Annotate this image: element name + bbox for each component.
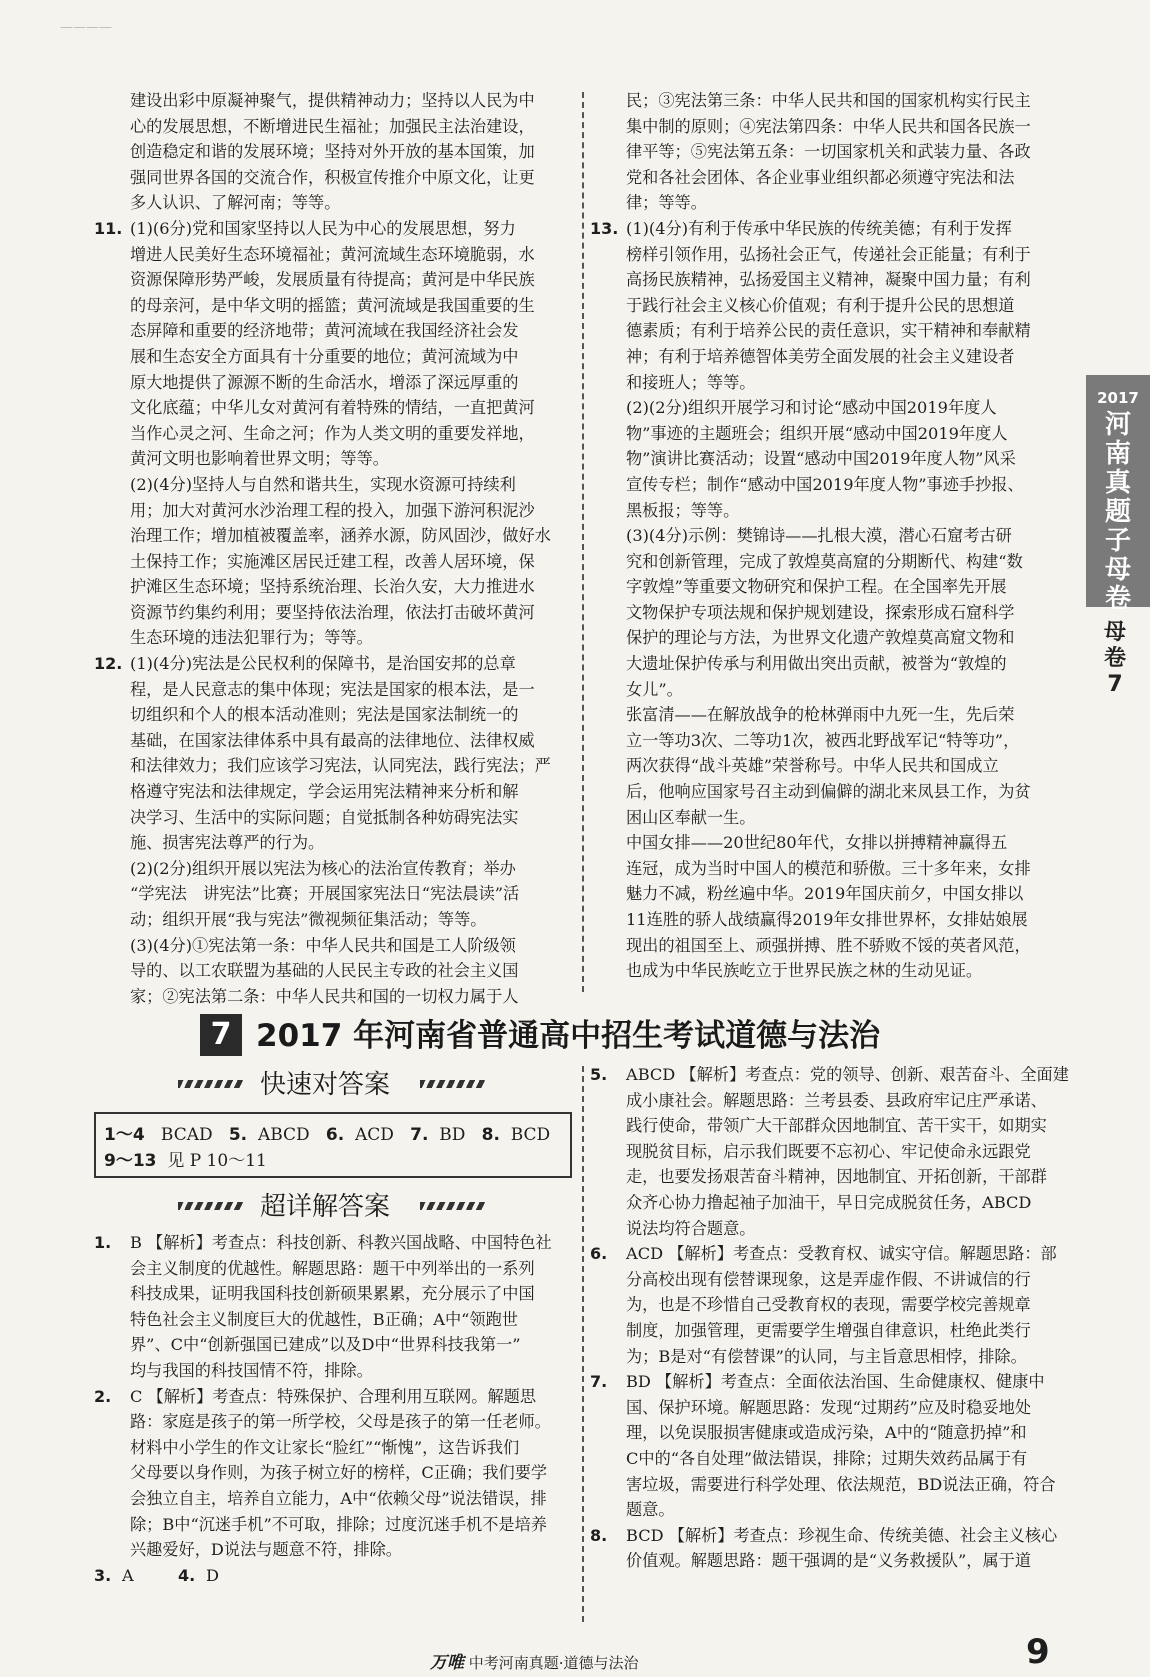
right-column-top [590, 88, 1072, 984]
questions-3-4 [94, 1563, 576, 1589]
text-line: 路：家庭是孩子的第一所学校，父母是孩子的第一任老师。 [130, 1412, 551, 1432]
page-number: 9 [1026, 1632, 1050, 1672]
answer-value: D [206, 1565, 219, 1585]
text-line: 多人认识、了解河南；等等。 [130, 193, 341, 213]
text-line: 均与我国的科技国情不符，排除。 [130, 1360, 373, 1380]
text-line: 资源保障形势严峻，发展质量有待提高；黄河是中华民族 [130, 270, 535, 290]
section-header [200, 1014, 980, 1058]
text-line: BD 【解析】考查点：全面依法治国、生命健康权、健康中 [626, 1372, 1045, 1392]
text-line: 保护的理论与方法，为世界文化遗产敦煌莫高窟文物和 [626, 628, 1015, 648]
answer-row [104, 1120, 550, 1145]
text-line: 困山区奉献一生。 [626, 807, 756, 827]
page-footer [430, 1648, 639, 1673]
answer-range: 9～13 [104, 1151, 157, 1171]
text-line: 民；③宪法第三条：中华人民共和国的国家机构实行民主 [626, 91, 1031, 110]
text-line: 施、损害宪法尊严的行为。 [130, 833, 325, 853]
text-line: 会主义制度的优越性。解题思路：题干中列举出的一系列 [130, 1258, 535, 1278]
side-tab-title: 河南真题子母卷 [1104, 410, 1131, 614]
text-line: 榜样引领作用，弘扬社会正气，传递社会正能量；有利于 [626, 244, 1031, 264]
text-line: 分高校出现有偿替课现象，这是弄虚作假、不讲诚信的行 [626, 1269, 1031, 1289]
text-line: 父母要以身作则，为孩子树立好的榜样，C正确；我们要学 [130, 1463, 548, 1483]
answer-range: 6. [325, 1125, 345, 1145]
question-number: 11. [94, 218, 123, 238]
footer-text: 中考河南真题·道德与法治 [468, 1654, 639, 1672]
question-number: 2. [94, 1386, 112, 1406]
text-line: 走，也要发扬艰苦奋斗精神，因地制宜、开拓创新，干部群 [626, 1167, 1047, 1187]
text-line: 众齐心协力撸起袖子加油干，早日完成脱贫任务，ABCD [626, 1192, 1032, 1212]
text-line: 科技成果，证明我国科技创新硕果累累，充分展示了中国 [130, 1284, 535, 1304]
text-line: 建设出彩中原凝神聚气，提供精神动力；坚持以人民为中 [130, 91, 535, 110]
text-line: 切组织和个人的根本活动准则；宪法是国家法制统一的 [130, 705, 519, 725]
text-line: 黑板报；等等。 [626, 500, 740, 520]
question-number: 7. [590, 1372, 608, 1392]
text-line: 宣传专栏；制作“感动中国2019年度人物”事迹手抄报、 [626, 474, 1024, 494]
text-line: 为；B是对“有偿替课”的认同，与主旨意思相悖，排除。 [626, 1346, 1027, 1366]
text-line: 德素质；有利于培养公民的责任意识，实干精神和奉献精 [626, 321, 1031, 341]
text-line: 强同世界各国的交流合作，积极宣传推介中原文化，让更 [130, 167, 535, 187]
heading-decoration [420, 1202, 486, 1210]
text-line: 和接班人；等等。 [626, 372, 756, 392]
text-line: 高扬民族精神，弘扬爱国主义精神，凝聚中国力量；有利 [626, 270, 1031, 290]
text-line: 的母亲河，是中华文明的摇篮；黄河流域是我国重要的生 [130, 295, 535, 315]
answer-range: 1～4 [104, 1125, 145, 1145]
text-line: 导的、以工农联盟为基础的人民民主专政的社会主义国 [130, 961, 519, 981]
answer-value: ABCD [257, 1125, 310, 1145]
text-line: ACD 【解析】考查点：受教育权、诚实守信。解题思路：部 [626, 1244, 1057, 1264]
text-line: 生态环境的违法犯罪行为；等等。 [130, 628, 373, 648]
text-line: 会独立自主，培养自立能力，A中“依赖父母”说法错误，排 [130, 1488, 547, 1508]
text-line: 究和创新管理，完成了敦煌莫高窟的分期断代、构建“数 [626, 551, 1023, 571]
text-line: 中国女排——20世纪80年代，女排以拼搏精神赢得五 [626, 833, 1008, 853]
answer-value: BCD [510, 1125, 551, 1145]
text-line: BCD 【解析】考查点：珍视生命、传统美德、社会主义核心 [626, 1525, 1058, 1545]
text-line: 践行使命，带领广大干部群众因地制宜、苦干实干，如期实 [626, 1116, 1047, 1136]
text-line: 黄河文明也影响着世界文明；等等。 [130, 449, 389, 469]
text-line: 界”、C中“创新强国已建成”以及D中“世界科技我第一” [130, 1335, 521, 1355]
text-line: 于践行社会主义核心价值观；有利于提升公民的思想道 [626, 295, 1015, 315]
question-number: 8. [590, 1525, 608, 1545]
text-line: 成小康社会。解题思路：兰考县委、县政府牢记庄严承诺、 [626, 1090, 1047, 1110]
text-line: 材料中小学生的作文让家长“脸红”“惭愧”，这告诉我们 [130, 1437, 520, 1457]
text-line: ABCD 【解析】考查点：党的领导、创新、艰苦奋斗、全面建 [626, 1065, 1069, 1084]
column-divider [582, 1066, 584, 1622]
text-line: C中的“各自处理”做法错误，排除；过期失效药品属于有 [626, 1448, 1028, 1468]
text-line: 特色社会主义制度巨大的优越性，B正确；A中“领跑世 [130, 1309, 518, 1329]
text-line: (2)(2分)组织开展以宪法为核心的法治宣传教育；举办 [130, 858, 516, 878]
text-line: 连冠，成为当时中国人的模范和骄傲。三十多年来，女排 [626, 858, 1031, 878]
text-line: 11连胜的骄人战绩赢得2019年女排世界杯，女排姑娘展 [626, 910, 1028, 929]
text-line: 也成为中华民族屹立于世界民族之林的生动见证。 [626, 961, 983, 981]
text-line: 增进人民美好生态环境福祉；黄河流域生态环境脆弱，水 [130, 244, 535, 264]
question-number: 3. [94, 1565, 112, 1585]
text-line: B 【解析】考查点：科技创新、科教兴国战略、中国特色社 [130, 1233, 552, 1252]
question-13 [590, 216, 1072, 984]
answer-value: 见 P 10～11 [167, 1151, 267, 1171]
question-2-explanation [94, 1384, 576, 1563]
column-divider [582, 92, 584, 992]
question-number: 12. [94, 654, 123, 674]
text-line: (2)(2分)组织开展学习和讨论“感动中国2019年度人 [626, 398, 997, 418]
question-8-explanation [590, 1523, 1072, 1574]
quick-answers-heading: 快速对答案 [260, 1070, 391, 1100]
text-line: 决学习、生活中的实际问题；自觉抵制各种妨碍宪法实 [130, 807, 519, 827]
text-line: 程，是人民意志的集中体现；宪法是国家的根本法，是一 [130, 679, 535, 699]
text-line: 党和各社会团体、各企业事业组织都必须遵守宪法和法 [626, 167, 1015, 187]
section-number-badge: 7 [200, 1014, 242, 1056]
text-line: (1)(6分)党和国家坚持以人民为中心的发展思想，努力 [130, 218, 516, 238]
question-5-explanation [590, 1062, 1072, 1241]
text-line: 立一等功3次、二等功1次，被西北野战军记“特等功”， [626, 730, 1020, 750]
answer-value: BD [439, 1125, 466, 1145]
text-line: 创造稳定和谐的发展环境；坚持对外开放的基本国策，加 [130, 142, 535, 162]
text-line: 态屏障和重要的经济地带；黄河流域在我国经济社会发 [130, 321, 519, 341]
answer-range: 7. [410, 1125, 429, 1145]
text-line: 理，以免误服损害健康或造成污染，A中的“随意扔掉”和 [626, 1423, 1027, 1443]
question-number: 4. [178, 1565, 196, 1585]
continued-paragraph [94, 88, 576, 216]
text-line: 国、保护环境。解题思路：发现“过期药”应及时稳妥地处 [626, 1397, 1032, 1417]
text-line: 土保持工作；实施滩区居民迁建工程，改善人居环境，保 [130, 551, 535, 571]
text-line: (3)(4分)①宪法第一条：中华人民共和国是工人阶级领 [130, 935, 516, 955]
text-line: 物”演讲比赛活动；设置“感动中国2019年度人物”风采 [626, 449, 1016, 469]
text-line: C 【解析】考查点：特殊保护、合理利用互联网。解题思 [130, 1386, 537, 1406]
answer-value: A [122, 1565, 134, 1585]
text-line: 大遗址保护传承与利用做出突出贡献，被誉为“敦煌的 [626, 654, 1007, 674]
text-line: 害垃圾，需要进行科学处理、依法规范，BD说法正确，符合 [626, 1474, 1056, 1494]
text-line: 集中制的原则；④宪法第四条：中华人民共和国各民族一 [626, 116, 1031, 136]
text-line: 律；等等。 [626, 193, 707, 213]
question-6-explanation [590, 1241, 1072, 1369]
text-line: (2)(4分)坚持人与自然和谐共生，实现水资源可持续利 [130, 474, 516, 494]
side-tab-year: 2017 [1097, 389, 1139, 407]
text-line: 动；组织开展“我与宪法”微视频征集活动；等等。 [130, 910, 487, 929]
text-line: 价值观。解题思路：题干强调的是“义务救援队”，属于道 [626, 1551, 1032, 1571]
text-line: (1)(4分)宪法是公民权利的保障书，是治国安邦的总章 [130, 654, 516, 674]
text-line: 现脱贫目标，启示我们既要不忘初心、牢记使命永远跟党 [626, 1141, 1031, 1161]
text-line: 展和生态安全方面具有十分重要的地位；黄河流域为中 [130, 346, 519, 366]
detailed-answers-heading: 超详解答案 [260, 1192, 391, 1222]
text-line: 后，他响应国家号召主动到偏僻的湖北来凤县工作，为贫 [626, 782, 1031, 802]
section-title: 2017 年河南省普通高中招生考试道德与法治 [256, 1018, 881, 1054]
question-number: 5. [590, 1065, 608, 1084]
side-tab [1086, 375, 1150, 614]
text-line: 魅力不减，粉丝遍中华。2019年国庆前夕，中国女排以 [626, 884, 1024, 904]
text-line: 题意。 [626, 1500, 675, 1520]
text-line: 为，也是不珍惜自己受教育权的表现，需要学校完善规章 [626, 1295, 1031, 1315]
answer-value: ACD [355, 1125, 394, 1145]
answer-value: BCAD [160, 1125, 213, 1145]
text-line: 兴趣爱好，D说法与题意不符，排除。 [130, 1540, 402, 1560]
question-number: 6. [590, 1244, 608, 1264]
text-line: 治理工作；增加植被覆盖率，涵养水源，防风固沙，做好水 [130, 526, 551, 546]
text-line: 文化底蕴；中华儿女对黄河有着特殊的情结，一直把黄河 [130, 398, 535, 418]
question-7-explanation [590, 1369, 1072, 1523]
question-1-explanation [94, 1230, 576, 1384]
text-line: (3)(4分)示例：樊锦诗——扎根大漠，潜心石窟考古研 [626, 526, 1012, 546]
text-line: 基础，在国家法律体系中具有最高的法律地位、法律权威 [130, 730, 535, 750]
text-line: (1)(4分)有利于传承中华民族的传统美德；有利于发挥 [626, 218, 1012, 238]
text-line: 文物保护专项法规和保护规划建设，探索形成石窟科学 [626, 602, 1015, 622]
text-line: 格遵守宪法和法律规定，学会运用宪法精神来分析和解 [130, 782, 519, 802]
answer-range: 5. [228, 1125, 248, 1145]
text-line: “学宪法 讲宪法”比赛；开展国家宪法日“宪法晨读”活 [130, 884, 520, 904]
text-line: 制度，加强管理，更需要学生增强自律意识，杜绝此类行 [626, 1320, 1031, 1340]
text-line: 心的发展思想，不断增进民生福祉；加强民主法治建设， [130, 116, 535, 136]
text-line: 字敦煌”等重要文物研究和保护工程。在全国率先开展 [626, 577, 1007, 597]
text-line: 资源节约集约利用；要坚持依法治理，依法打击破坏黄河 [130, 602, 535, 622]
continued-paragraph [590, 88, 1072, 216]
question-11 [94, 216, 576, 651]
right-column-bottom [590, 1062, 1072, 1574]
text-line: 和法律效力；我们应该学习宪法，认同宪法，践行宪法；严 [130, 756, 551, 776]
text-line: 张富清——在解放战争的枪林弹雨中九死一生，先后荣 [626, 705, 1015, 725]
question-number: 13. [590, 218, 619, 238]
left-column-top [94, 88, 576, 1009]
text-line: 现出的祖国至上、顽强拼搏、胜不骄败不馁的英者风范， [626, 935, 1031, 955]
heading-decoration [420, 1080, 486, 1088]
text-line: 女儿”。 [626, 679, 683, 699]
heading-decoration [178, 1202, 244, 1210]
text-line: 两次获得“战斗英雄”荣誉称号。中华人民共和国成立 [626, 756, 999, 776]
header-smudge: ———— [60, 20, 112, 35]
answer-range: 8. [481, 1125, 500, 1145]
left-column-bottom [94, 1230, 576, 1589]
answer-row [104, 1146, 267, 1171]
text-line: 说法均符合题意。 [626, 1218, 756, 1238]
side-tab-subtitle: 母卷7 [1103, 620, 1126, 697]
quick-answer-box [94, 1112, 572, 1178]
question-12 [94, 651, 576, 1009]
text-line: 除；B中“沉迷手机”不可取，排除；过度沉迷手机不是培养 [130, 1514, 547, 1534]
text-line: 物”事迹的主题班会；组织开展“感动中国2019年度人 [626, 423, 1008, 443]
text-line: 原大地提供了源源不断的生命活水，增添了深远厚重的 [130, 372, 519, 392]
brand-logo: 万唯 [430, 1653, 464, 1673]
question-number: 1. [94, 1233, 112, 1252]
text-line: 当作心灵之河、生命之河；作为人类文明的重要发祥地， [130, 423, 535, 443]
text-line: 用；加大对黄河水沙治理工程的投入，加强下游河积泥沙 [130, 500, 535, 520]
text-line: 家；②宪法第二条：中华人民共和国的一切权力属于人 [130, 986, 519, 1006]
text-line: 神；有利于培养德智体美劳全面发展的社会主义建设者 [626, 346, 1015, 366]
text-line: 护滩区生态环境；坚持系统治理、长治久安，大力推进水 [130, 577, 535, 597]
heading-decoration [178, 1080, 244, 1088]
text-line: 律平等；⑤宪法第五条：一切国家机关和武装力量、各政 [626, 142, 1031, 162]
